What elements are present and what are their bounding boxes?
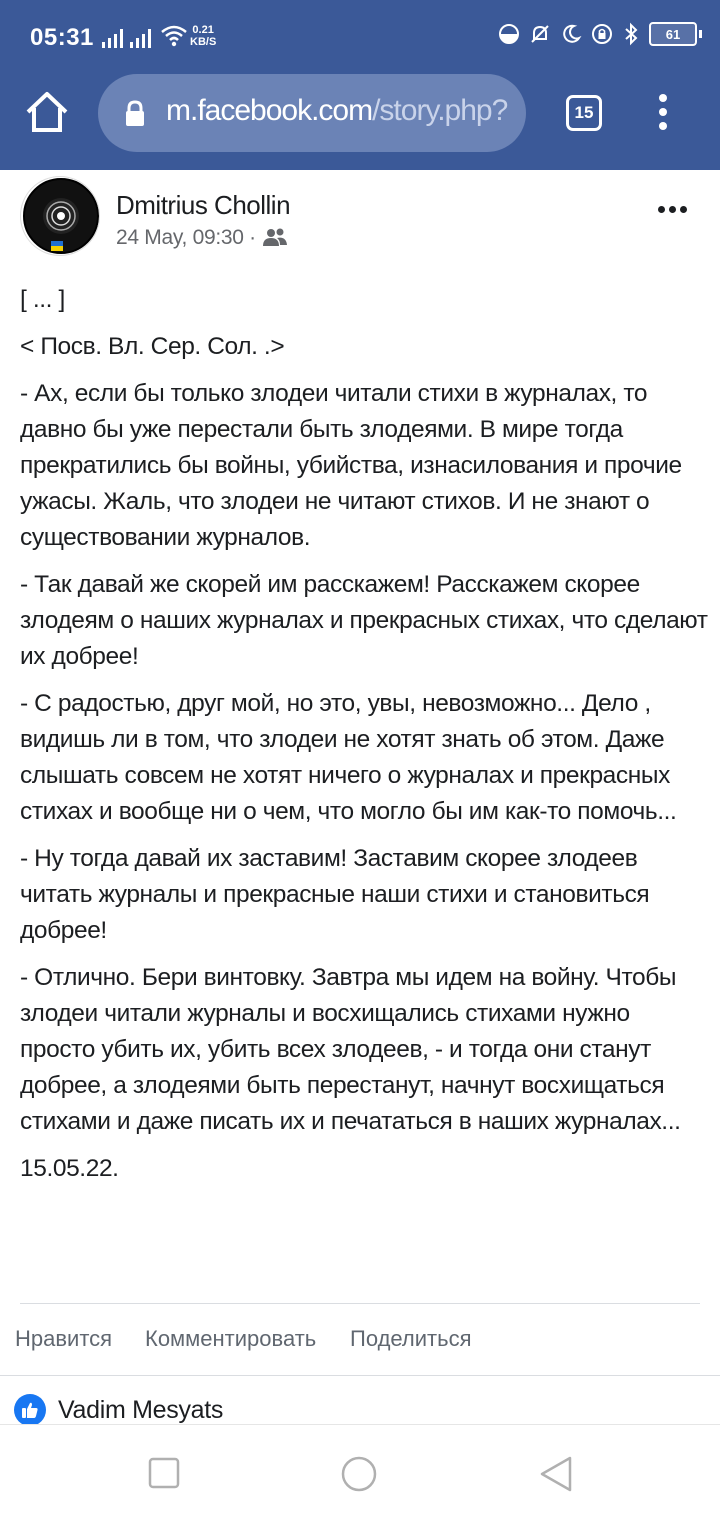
post-timestamp[interactable]: 24 May, 09:30 · [116,226,256,249]
more-options-icon[interactable] [658,206,687,213]
post-meta [116,226,288,250]
status-time: 05:31 [30,24,94,51]
system-nav-bar [0,1424,720,1521]
back-triangle-icon[interactable] [538,1455,574,1493]
post-paragraph: < Посв. Вл. Сер. Сол. .> [20,333,285,360]
post-paragraph: - Ах, если бы только злодеи читали стихи в журналах, то давно бы уже перестали быть злодеями. В мире тогда прекратились бы войны, убийства, изнасилования и прочие ужасы. Жаль, что злодеи не читают стихов. И не знают о существовании журналов. [20,380,682,551]
reaction-row[interactable] [14,1394,223,1426]
avatar-image [21,177,100,256]
post-paragraph: - Так давай же скорей им расскажем! Расскажем скорее злодеям о наших журналах и прекрасных стихах, что сделают их добрее! [20,571,708,670]
signal-icon-2 [130,26,151,48]
lock-icon [124,100,146,128]
author-name[interactable]: Dmitrius Chollin [116,190,291,220]
friends-audience-icon [262,227,288,249]
like-button[interactable]: Нравится [15,1326,113,1351]
home-icon[interactable] [22,88,72,138]
thumbs-up-icon [14,1394,46,1426]
post-paragraph: [ ... ] [20,286,65,313]
post-paragraph: - Отлично. Бери винтовку. Завтра мы идем на войну. Чтобы злодеи читали журналы и восхищались стихами нужно просто убить их, убить всех злодеев, - и тогда они станут добрее, а злодеями быть перестанут, начнут восхищаться стихами и даже писать их и печататься в наших журналах... [20,964,681,1135]
avatar[interactable] [20,176,100,256]
post-paragraph: - С радостью, друг мой, но это, увы, невозможно... Дело , видишь ли в том, что злодеи не хотят знать об этом. Даже слышать совсем не хотят ничего о журналах и прекрасных стихах и вообще ни о чем, что могло бы им как-то помочь... [20,690,677,825]
data-saver-icon [498,23,520,45]
notifications-off-icon [529,23,551,45]
network-speed: 0.21 KB/S [190,24,217,48]
liker-name[interactable]: Vadim Mesyats [58,1395,224,1424]
divider [0,1375,720,1376]
post-body [20,282,710,1198]
share-button[interactable]: Поделиться [350,1326,472,1351]
post-paragraph: - Ну тогда давай их заставим! Заставим скорее злодеев читать журналы и прекрасные наши стихи и становиться добрее! [20,845,650,944]
divider [20,1303,700,1304]
address-bar[interactable] [98,74,526,152]
status-bar [0,0,720,70]
moon-icon [560,23,582,45]
browser-header [0,0,720,170]
post-actions [0,1322,720,1358]
battery-level: 61 [649,22,697,46]
post-date: 15.05.22. [20,1155,119,1182]
tab-switcher-button[interactable]: 15 [566,95,602,131]
wifi-icon [160,24,188,48]
comment-button[interactable]: Комментировать [145,1326,317,1351]
vpn-icon [591,23,613,45]
battery-icon [699,30,702,38]
recents-square-icon[interactable] [148,1457,180,1489]
signal-icon-1 [102,26,123,48]
url-text: m.facebook.com/story.php? [166,94,508,127]
kebab-menu-icon[interactable] [656,94,670,134]
status-icons [498,22,702,46]
home-circle-icon[interactable] [340,1455,378,1493]
bluetooth-icon [622,22,640,46]
